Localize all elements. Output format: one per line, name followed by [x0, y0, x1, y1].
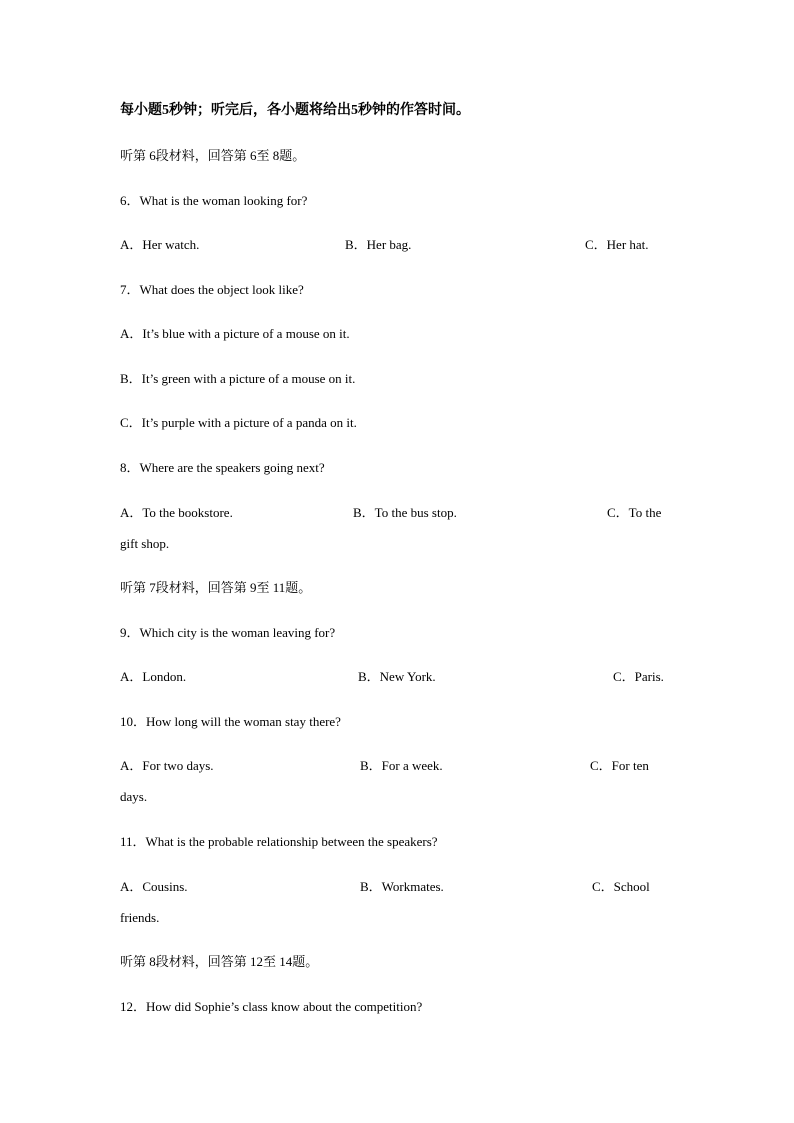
section-heading-6: 听第 6段材料，回答第 6至 8题。	[120, 148, 306, 163]
q8-option-a: A．To the bookstore.	[120, 505, 233, 520]
question-9: 9．Which city is the woman leaving for?	[120, 625, 336, 640]
question-10: 10．How long will the woman stay there?	[120, 714, 341, 729]
q6-option-c: C．Her hat.	[585, 237, 649, 252]
q10-option-c-continued: days.	[120, 789, 148, 804]
q10-option-b: B．For a week.	[360, 758, 443, 773]
section-heading-8: 听第 8段材料，回答第 12至 14题。	[120, 954, 319, 969]
question-8: 8．Where are the speakers going next?	[120, 460, 325, 475]
instruction-text: 每小题5秒钟；听完后，各小题将给出5秒钟的作答时间。	[120, 103, 470, 118]
q9-option-c: C．Paris.	[613, 669, 664, 684]
q7-option-a: A．It’s blue with a picture of a mouse on it.	[120, 326, 350, 341]
question-6: 6．What is the woman looking for?	[120, 193, 308, 208]
question-11: 11．What is the probable relationship between the speakers?	[120, 834, 438, 849]
q7-option-c: C．It’s purple with a picture of a panda on it.	[120, 415, 357, 430]
q6-option-a: A．Her watch.	[120, 237, 200, 252]
q9-option-b: B．New York.	[358, 669, 436, 684]
q8-option-c-continued: gift shop.	[120, 536, 170, 551]
q9-option-a: A．London.	[120, 669, 187, 684]
q11-option-a: A．Cousins.	[120, 879, 188, 894]
q11-option-b: B．Workmates.	[360, 879, 444, 894]
q7-option-b: B．It’s green with a picture of a mouse on it.	[120, 371, 356, 386]
q10-option-c: C．For ten	[590, 758, 649, 773]
question-12: 12．How did Sophie’s class know about the competition?	[120, 999, 423, 1014]
q10-option-a: A．For two days.	[120, 758, 214, 773]
q11-option-c: C．School	[592, 879, 650, 894]
question-7: 7．What does the object look like?	[120, 282, 304, 297]
q8-option-c: C．To the	[607, 505, 662, 520]
section-heading-7: 听第 7段材料，回答第 9至 11题。	[120, 580, 312, 595]
q8-option-b: B．To the bus stop.	[353, 505, 457, 520]
q11-option-c-continued: friends.	[120, 910, 160, 925]
q6-option-b: B．Her bag.	[345, 237, 412, 252]
